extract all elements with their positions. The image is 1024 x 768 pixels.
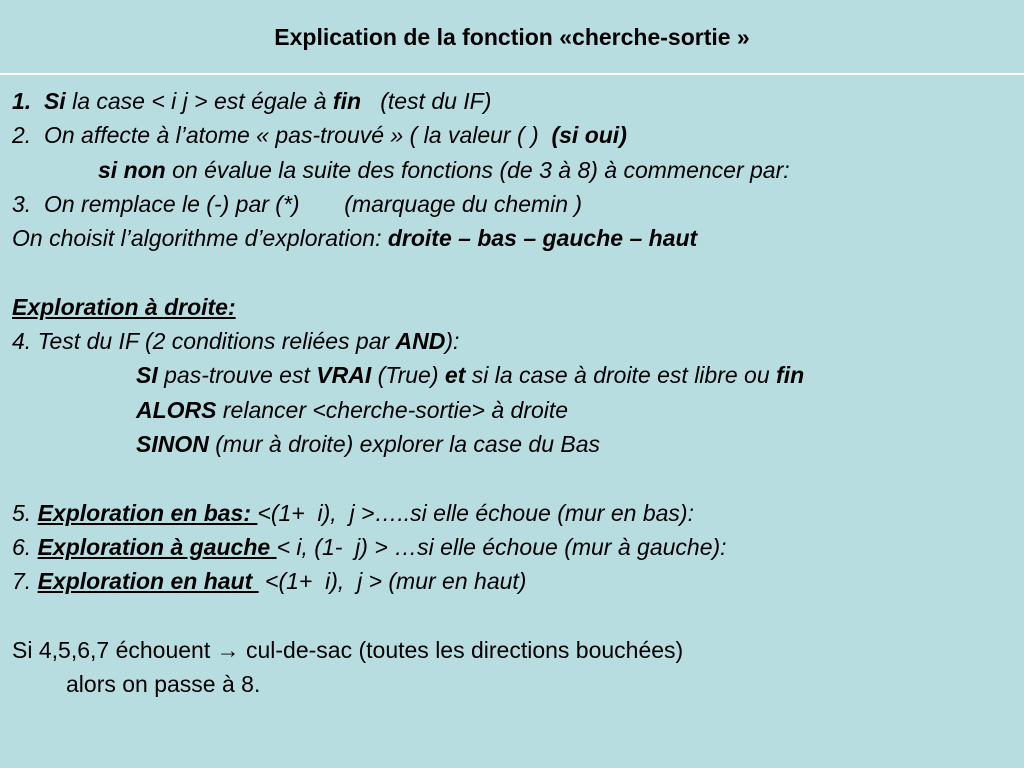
section-heading-haut: Exploration en haut <box>37 568 259 595</box>
line-13: 7. Exploration en haut <(1+ i), j > (mur en haut) <box>12 568 527 595</box>
line-11: 5. Exploration en bas: <(1+ i), j >…..si elle échoue (mur en bas): <box>12 499 694 526</box>
line-3: si non on évalue la suite des fonctions (de 3 à 8) à commencer par: <box>98 156 790 183</box>
line-7: 4. Test du IF (2 conditions reliées par AND): <box>12 328 460 355</box>
line-10: SINON (mur à droite) explorer la case du Bas <box>136 430 601 457</box>
spacer <box>12 598 1017 632</box>
line-14: Si 4,5,6,7 échouent → cul-de-sac (toutes les directions bouchées) <box>12 636 684 663</box>
slide-title: Explication de la fonction «cherche-sortie » <box>274 24 750 50</box>
slide-body <box>12 84 1017 701</box>
line-4: 3. On remplace le (-) par (*) (marquage du chemin ) <box>12 190 583 217</box>
section-heading-gauche: Exploration à gauche <box>37 533 277 560</box>
spacer <box>12 255 1017 289</box>
line-5: On choisit l’algorithme d’exploration: droite – bas – gauche – haut <box>12 225 698 252</box>
section-heading-bas: Exploration en bas <box>37 499 244 526</box>
line-9: ALORS relancer <cherche-sortie> à droite <box>136 396 569 423</box>
title-divider <box>0 73 1024 75</box>
step-1-label: 1. Si <box>12 88 66 114</box>
spacer <box>12 461 1017 495</box>
line-8: SI pas-trouve est VRAI (True) et si la case à droite est libre ou fin <box>136 362 805 389</box>
section-heading-droite: Exploration à droite: <box>12 293 236 320</box>
line-12: 6. Exploration à gauche < i, (1- j) > …si elle échoue (mur à gauche): <box>12 533 727 560</box>
line-15: alors on passe à 8. <box>66 671 261 698</box>
line-2: 2. On affecte à l’atome « pas-trouvé » ( la valeur ( ) (si oui) <box>12 122 627 149</box>
line-6 <box>12 290 1017 324</box>
right-arrow-icon: → <box>216 636 240 663</box>
line-1: 1. Si la case < i j > est égale à fin (test du IF) <box>12 88 492 114</box>
